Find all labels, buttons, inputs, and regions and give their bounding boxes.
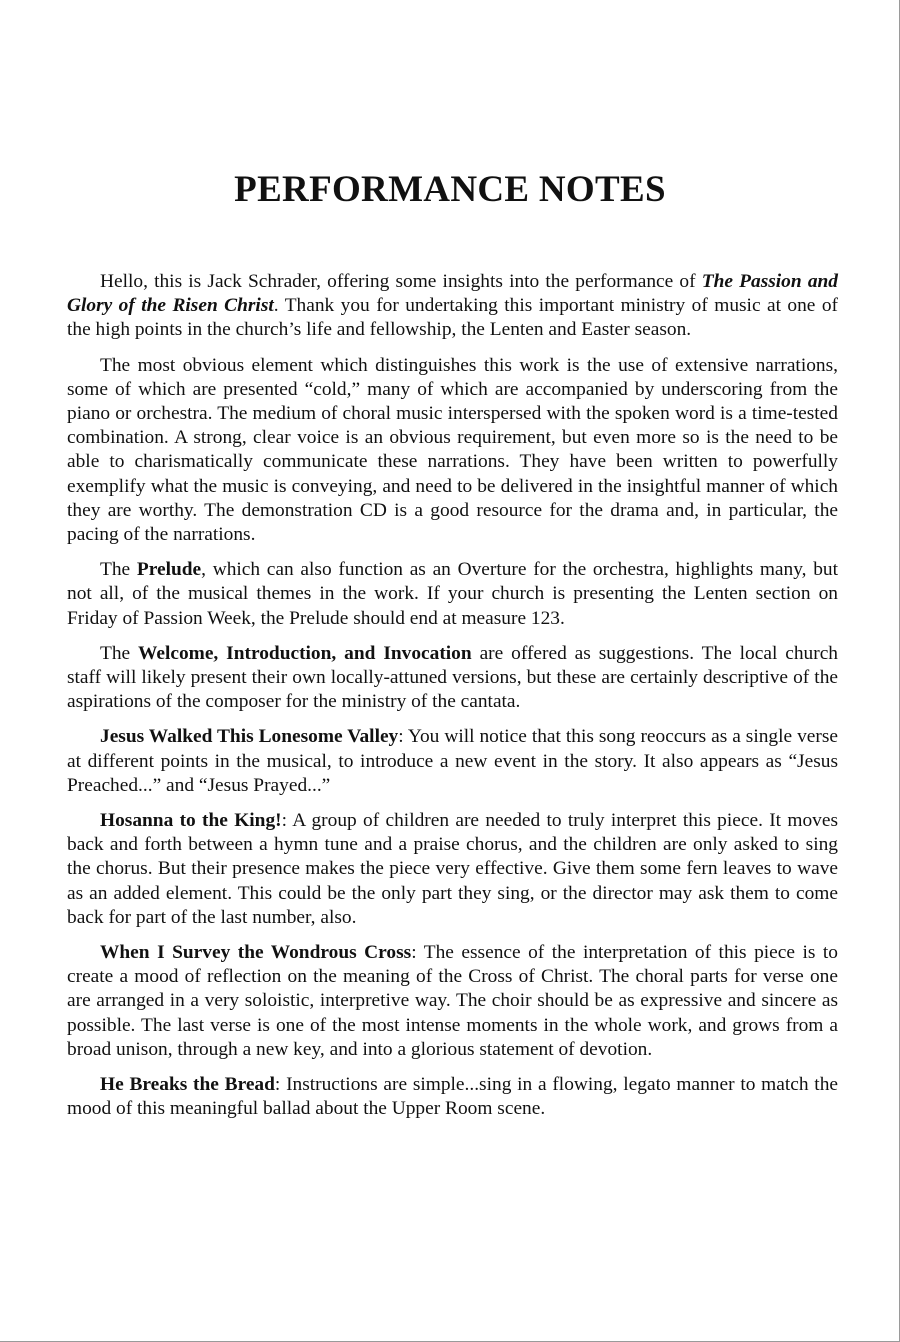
paragraph-hosanna-text: : A group of children are needed to truly interpret this piece. It moves back and forth between a hymn tune and a praise chorus, and the children are only asked to sing the chorus. But their presence makes the piece very effective. Give them some fern leaves to wave as an added element. This could be the only part they sing, or the director may ask them to come back for part of the last number, also.	[67, 810, 839, 928]
paragraph-welcome-text: are offered as suggestions. The local church staff will likely present their own locally-attuned versions, but these are certainly descriptive of the aspirations of the composer for the ministry of the cantata.	[67, 642, 838, 713]
paragraph-introduction	[67, 270, 838, 343]
page-title: PERFORMANCE NOTES	[234, 169, 666, 210]
wondrous-cross-heading: When I Survey the Wondrous Cross	[100, 942, 412, 964]
notes-body	[67, 270, 838, 1133]
paragraph-wondrous-cross	[67, 941, 838, 1062]
hosanna-heading: Hosanna to the King!	[100, 810, 282, 832]
paragraph-lonesome-valley	[67, 725, 838, 798]
breaks-the-bread-heading: He Breaks the Bread	[100, 1074, 275, 1096]
paragraph-prelude	[67, 558, 838, 631]
paragraph-breaks-the-bread-text: : Instructions are simple...sing in a flowing, legato manner to match the mood of this meaningful ballad about the Upper Room scene.	[67, 1074, 838, 1120]
paragraph-prelude-pre: The	[100, 559, 137, 581]
paragraph-welcome	[67, 642, 838, 715]
paragraph-hosanna	[67, 809, 838, 930]
welcome-heading: Welcome, Introduction, and Invocation	[138, 642, 472, 664]
paragraph-narrations	[67, 354, 838, 548]
paragraph-introduction-text: . Thank you for undertaking this important ministry of music at one of the high points in the church’s life and fellowship, the Lenten and Easter season.	[67, 295, 839, 341]
prelude-heading: Prelude	[136, 559, 202, 581]
paragraph-narrations-text: The most obvious element which distinguishes this work is the use of extensive narrations, some of which are presented “cold,” many of which are accompanied by underscoring from the piano or orchestra. The medium of choral music interspersed with the spoken word is a time-tested combination. A strong, clear voice is an obvious requirement, but even more so is the need to be able to charismatically communicate these narrations. They have been written to powerfully exemplify what the music is conveying, and need to be delivered in the insightful manner of which they are worthy. The demonstration CD is a good resource for the drama and, in particular, the pacing of the narrations.	[67, 354, 838, 546]
paragraph-lonesome-valley-text: : You will notice that this song reoccurs as a single verse at different points in the musical, to introduce a new event in the story. It also appears as “Jesus Preached...” and “Jesus Prayed...”	[67, 726, 839, 796]
paragraph-breaks-the-bread	[67, 1073, 838, 1121]
paragraph-wondrous-cross-text: : The essence of the interpretation of this piece is to create a mood of reflection on the meaning of the Cross of Christ. The choral parts for verse one are arranged in a very soloistic, interpretive way. The choir should be as expressive and sincere as possible. The last verse is one of the most intense moments in the whole work, and grows from a broad unison, through a new key, and into a glorious statement of devotion.	[67, 942, 838, 1060]
paragraph-welcome-pre: The	[100, 642, 139, 664]
paragraph-introduction-opening: Hello, this is Jack Schrader, offering some insights into the performance of	[100, 271, 702, 292]
paragraph-prelude-text: , which can also function as an Overture for the orchestra, highlights many, but not all, of the musical themes in the work. If your church is presenting the Lenten section on Friday of Passion Week, the Prelude should end at measure 123.	[67, 559, 838, 629]
lonesome-valley-heading: Jesus Walked This Lonesome Valley	[100, 726, 399, 748]
work-title: The Passion and Glory of the Risen Christ	[67, 271, 839, 317]
